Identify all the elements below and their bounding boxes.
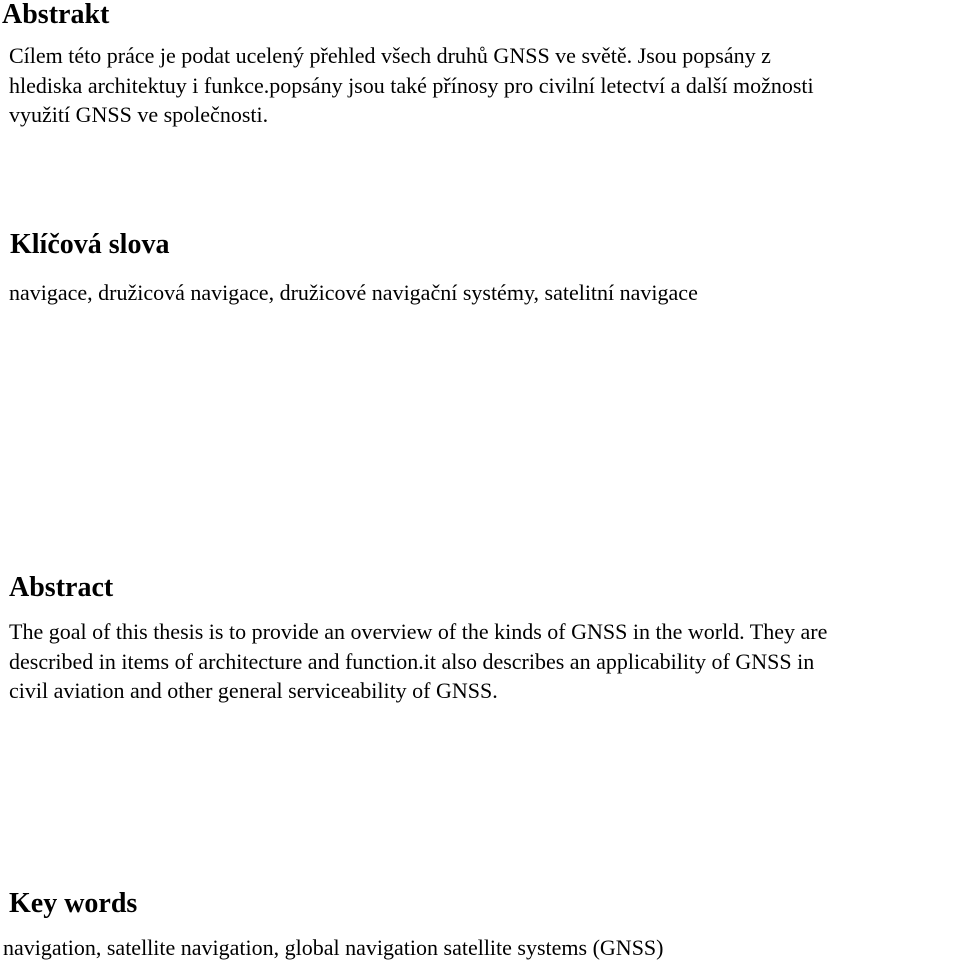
- klicova-slova-text: navigace, družicová navigace, družicové navigační systémy, satelitní navigace: [9, 280, 698, 305]
- abstract-line-1: The goal of this thesis is to provide an overview of the kinds of GNSS in the world. They are: [9, 619, 828, 644]
- abstract-heading: Abstract: [9, 572, 114, 603]
- abstract-line-2: described in items of architecture and function.it also describes an applicability of GNSS in: [9, 648, 815, 674]
- key-words-text: navigation, satellite navigation, global navigation satellite systems (GNSS): [3, 935, 664, 960]
- abstract-paragraph: [9, 617, 954, 706]
- abstrakt-heading: Abstrakt: [2, 0, 110, 30]
- abstrakt-paragraph: [9, 41, 954, 130]
- key-words-heading: Key words: [9, 888, 138, 919]
- abstrakt-line-1: Cílem této práce je podat ucelený přehled všech druhů GNSS ve světě. Jsou popsány z: [9, 43, 771, 68]
- abstract-line-3: civil aviation and other general serviceability of GNSS.: [9, 678, 498, 703]
- klicova-slova-heading: Klíčová slova: [10, 229, 170, 260]
- abstrakt-line-3: využití GNSS ve společnosti.: [9, 102, 269, 127]
- abstrakt-line-2: hlediska architektuy i funkce.popsány jsou také přínosy pro civilní letectví a další možnosti: [9, 72, 814, 98]
